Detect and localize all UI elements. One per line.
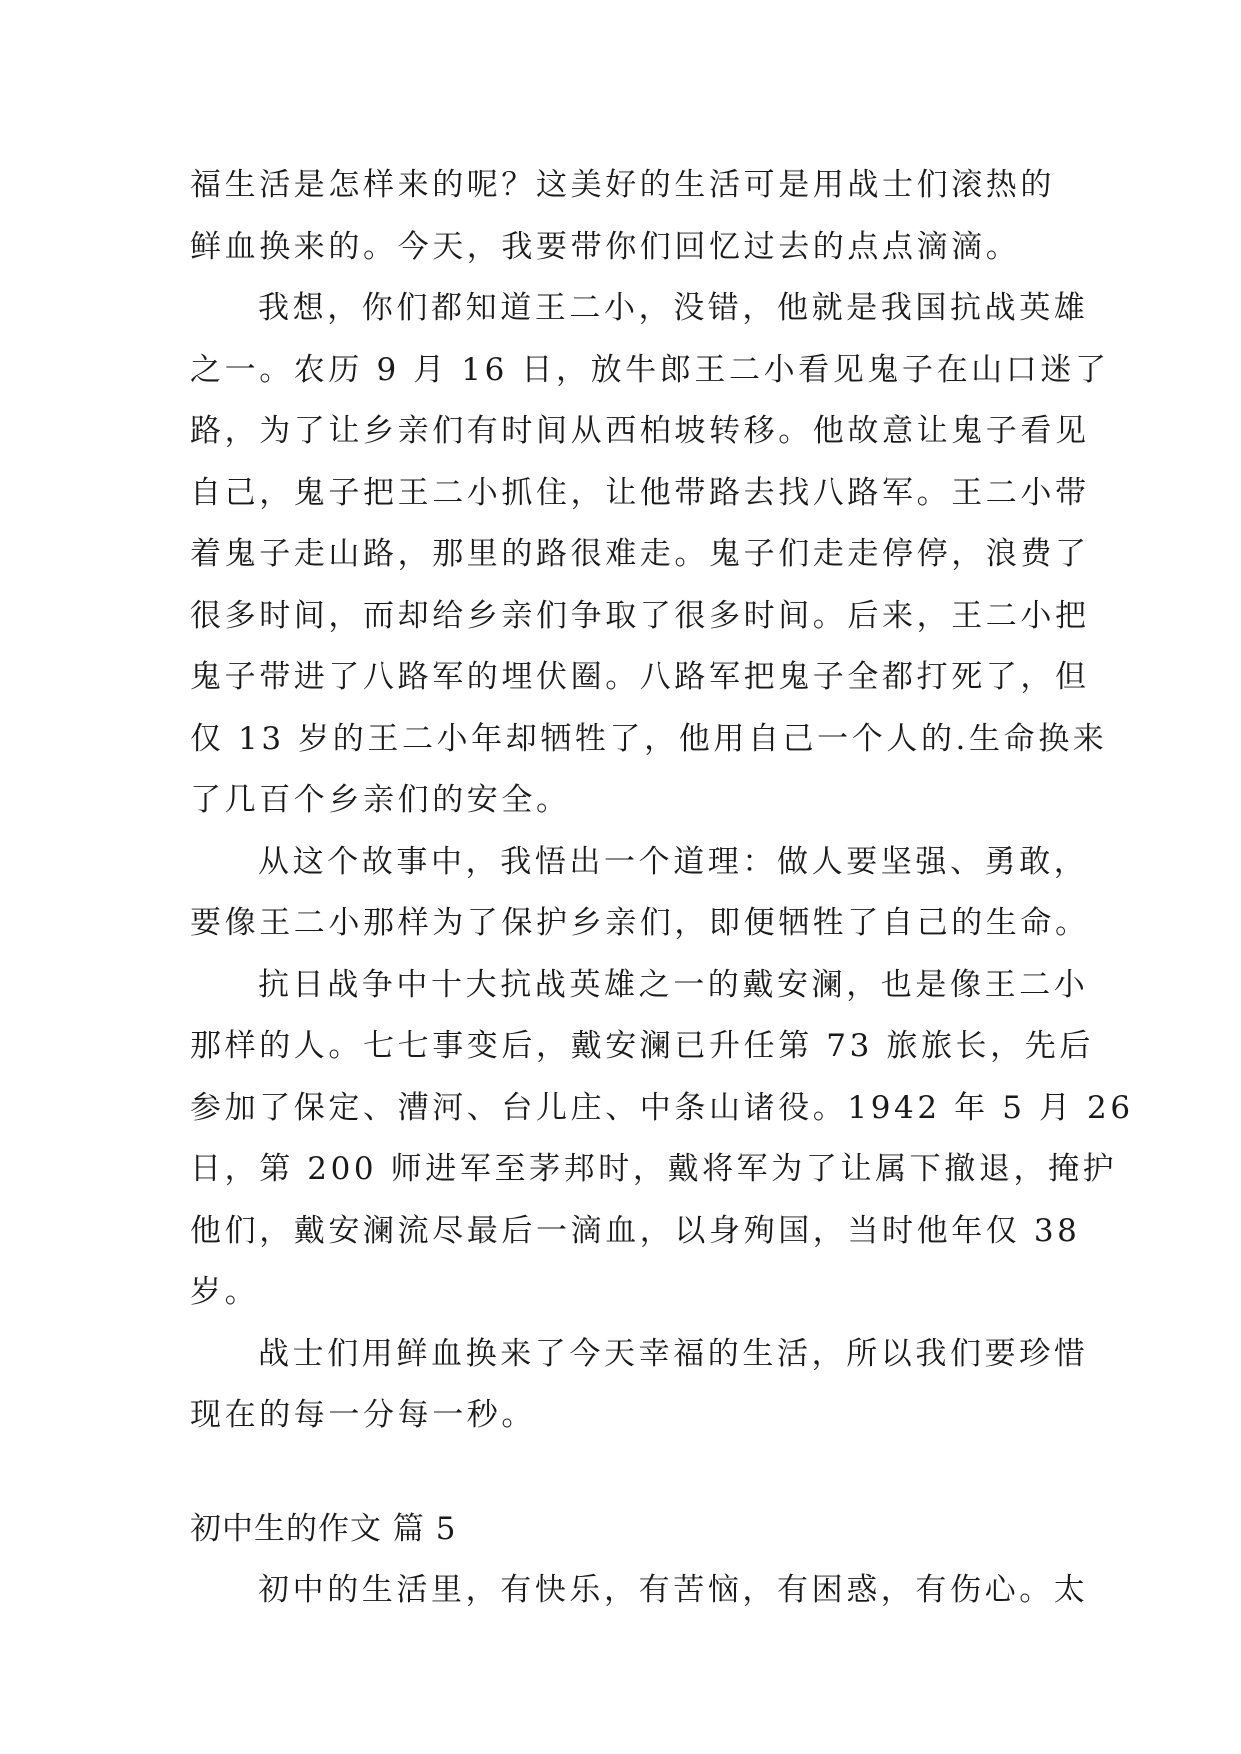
paragraph-dai-anlan [190, 955, 1134, 1324]
text-line: 了几百个乡亲们的安全。 [190, 782, 571, 818]
text-line: 他们，戴安澜流尽最后一滴血，以身殉国，当时他年仅 38 [190, 1212, 1081, 1249]
text-line: 从这个故事中，我悟出一个道理：做人要坚强、勇敢， [258, 843, 1089, 880]
text-line: 现在的每一分每一秒。 [190, 1397, 536, 1433]
paragraph-continuation [190, 155, 1062, 278]
text-line: 岁。 [190, 1274, 260, 1310]
text-line: 着鬼子走山路，那里的路很难走。鬼子们走走停停，浪费了 [190, 536, 1090, 572]
paragraph-conclusion [190, 1324, 1089, 1447]
text-line: 抗日战争中十大抗战英雄之一的戴安澜，也是像王二小 [258, 966, 1089, 1003]
text-line: 我想，你们都知道王二小，没错，他就是我国抗战英雄 [258, 290, 1089, 326]
text-line: 很多时间，而却给乡亲们争取了很多时间。后来，王二小把 [190, 597, 1090, 634]
paragraph-lesson [190, 832, 1090, 955]
paragraph-wang-erxiao [190, 278, 1110, 832]
paragraph-next-essay [190, 1560, 1089, 1622]
text-line: 福生活是怎样来的呢？这美好的生活可是用战士们滚热的 [190, 167, 1055, 203]
text-line: 路，为了让乡亲们有时间从西柏坡转移。他故意让鬼子看见 [190, 413, 1090, 449]
section-heading: 初中生的作文 篇 5 [190, 1510, 457, 1547]
text-line: 自己，鬼子把王二小抓住，让他带路去找八路军。王二小带 [190, 474, 1090, 511]
text-line: 要像王二小那样为了保护乡亲们，即便牺牲了自己的生命。 [190, 905, 1090, 941]
text-line: 那样的人。七七事变后，戴安澜已升任第 73 旅旅长，先后 [190, 1028, 1094, 1064]
section-gap [190, 1447, 1062, 1499]
document-body [190, 155, 1134, 1622]
text-line: 战士们用鲜血换来了今天幸福的生活，所以我们要珍惜 [258, 1335, 1089, 1372]
text-line: 鬼子带进了八路军的埋伏圈。八路军把鬼子全都打死了，但 [190, 659, 1090, 695]
text-line: 仅 13 岁的王二小年却牺牲了，他用自己一个人的.生命换来 [190, 720, 1108, 757]
text-line: 之一。农历 9 月 16 日，放牛郎王二小看见鬼子在山口迷了 [190, 351, 1110, 388]
text-line: 日，第 200 师进军至茅邦时，戴将军为了让属下撤退，掩护 [190, 1151, 1118, 1187]
text-line: 参加了保定、漕河、台儿庄、中条山诸役。1942 年 5 月 26 [190, 1089, 1134, 1126]
text-line: 初中的生活里，有快乐，有苦恼，有困惑，有伤心。太 [258, 1572, 1089, 1608]
text-line: 鲜血换来的。今天，我要带你们回忆过去的点点滴滴。 [190, 228, 1021, 265]
